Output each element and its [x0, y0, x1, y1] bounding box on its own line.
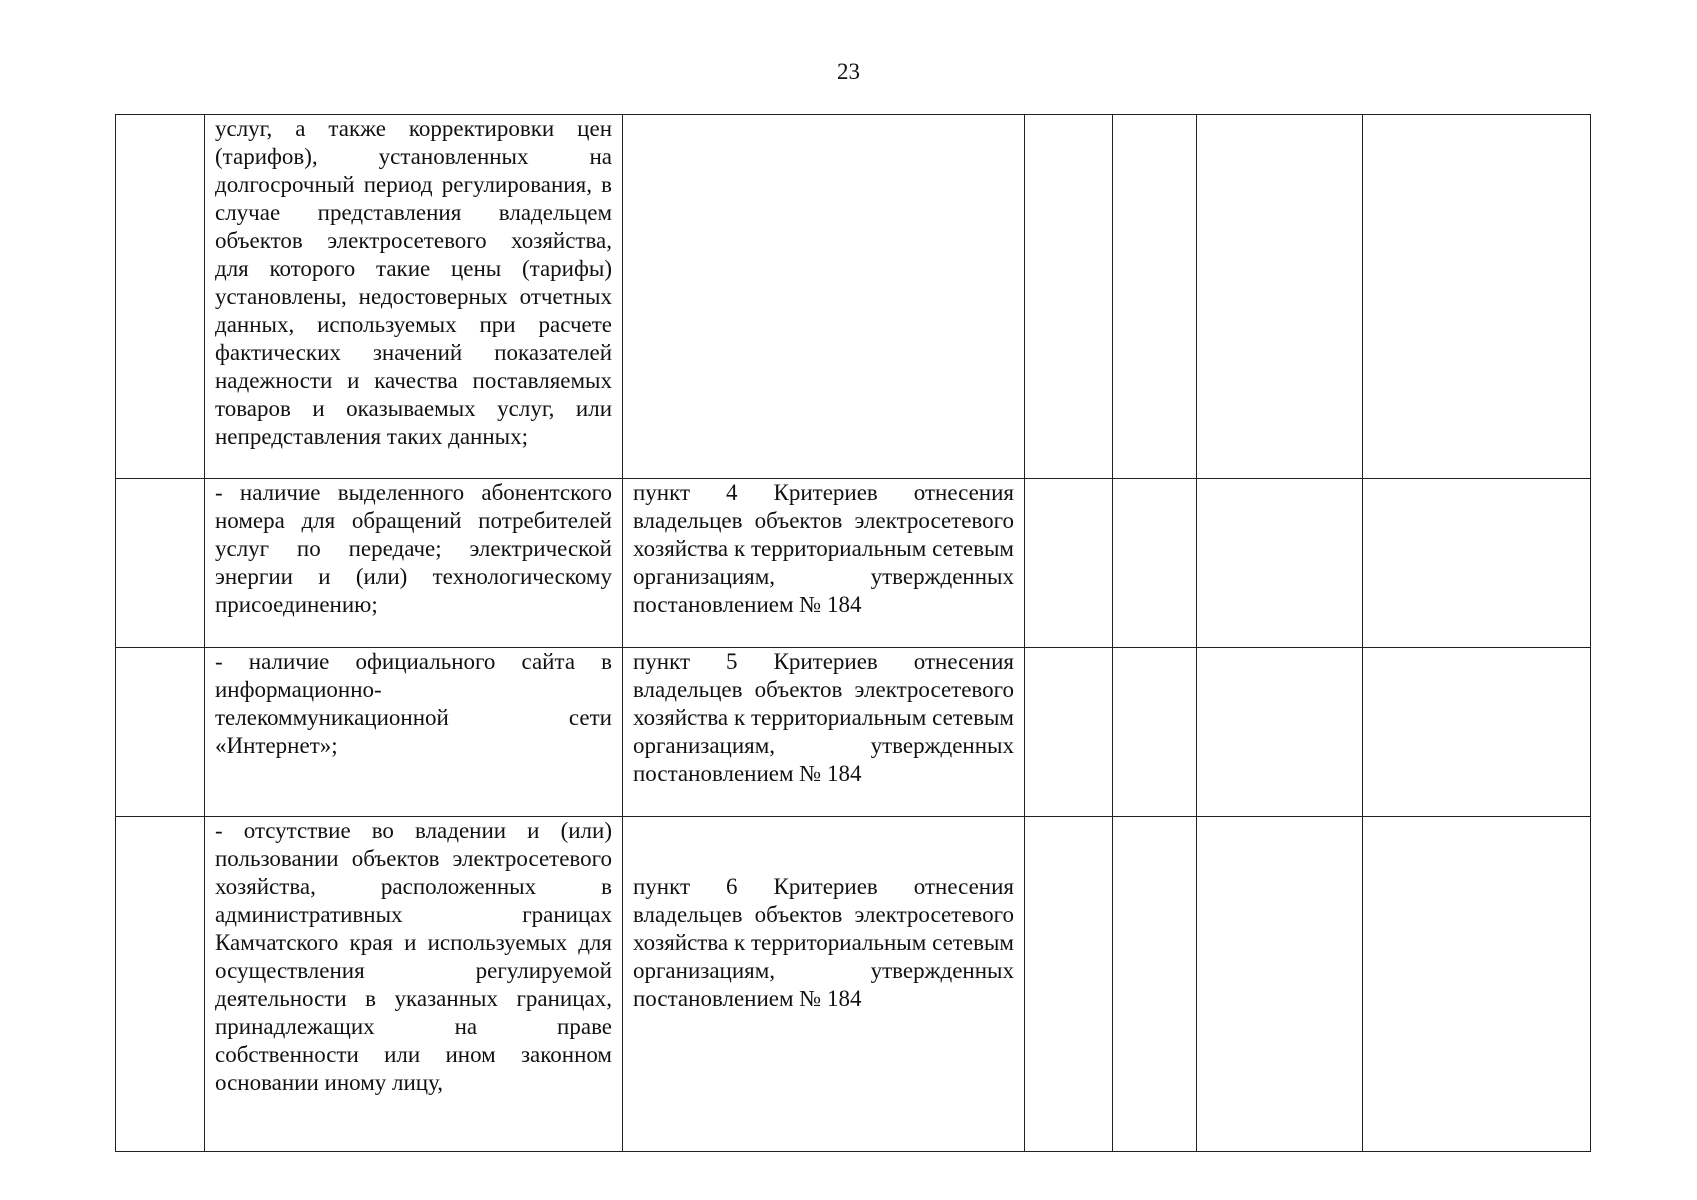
- table-row: [116, 817, 1591, 1152]
- table-row: [116, 115, 1591, 479]
- table-cell-criterion: [205, 115, 623, 479]
- reference-text: пункт 5 Критериев отнесения владельцев объектов электросетевого хозяйства к территориальным сетевым организациям, утвержденных постановлением № 184: [633, 649, 1014, 786]
- table-cell-empty: [1025, 817, 1113, 1152]
- criterion-text: услуг, а также корректировки цен (тарифов), установленных на долгосрочный период регулирования, в случае представления владельцем объектов электросетевого хозяйства, для которого такие цены (тарифы) установлены, недостоверных отчетных данных, используемых при расчете фактических значений показателей надежности и качества поставляемых товаров и оказываемых услуг, или непредставления таких данных;: [215, 116, 612, 449]
- table-cell-reference: [623, 479, 1025, 648]
- table-cell-empty: [1113, 115, 1197, 479]
- table-cell-number: [116, 817, 205, 1152]
- table-cell-empty: [1197, 115, 1363, 479]
- table-row: [116, 648, 1591, 817]
- page-number: 23: [837, 59, 860, 84]
- table-cell-reference: [623, 115, 1025, 479]
- table-cell-empty: [1113, 648, 1197, 817]
- table-cell-empty: [1113, 817, 1197, 1152]
- table-cell-number: [116, 479, 205, 648]
- criterion-text: - отсутствие во владении и (или) пользовании объектов электросетевого хозяйства, расположенных в административных границах Камчатского края и используемых для осуществления регулируемой деятельности в указанных границах, принадлежащих на праве собственности или ином законном основании иному лицу,: [215, 818, 612, 1095]
- table-cell-empty: [1197, 817, 1363, 1152]
- criterion-text: - наличие официального сайта в информационно-телекоммуникационной сети «Интернет»;: [215, 649, 612, 758]
- table-cell-empty: [1197, 648, 1363, 817]
- table-cell-empty: [1363, 648, 1591, 817]
- table-cell-number: [116, 115, 205, 479]
- table-cell-empty: [1025, 648, 1113, 817]
- table-cell-empty: [1197, 479, 1363, 648]
- table-cell-reference: [623, 648, 1025, 817]
- criterion-text: - наличие выделенного абонентского номера для обращений потребителей услуг по передаче; электрической энергии и (или) технологическому присоединению;: [215, 480, 612, 617]
- table-cell-empty: [1363, 115, 1591, 479]
- table-cell-empty: [1025, 479, 1113, 648]
- table-cell-criterion: [205, 817, 623, 1152]
- table-cell-empty: [1113, 479, 1197, 648]
- table-cell-empty: [1025, 115, 1113, 479]
- table-cell-empty: [1363, 479, 1591, 648]
- reference-text: пункт 4 Критериев отнесения владельцев объектов электросетевого хозяйства к территориальным сетевым организациям, утвержденных постановлением № 184: [633, 480, 1014, 617]
- reference-text: пункт 6 Критериев отнесения владельцев объектов электросетевого хозяйства к территориальным сетевым организациям, утвержденных постановлением № 184: [633, 874, 1014, 1011]
- table-cell-criterion: [205, 479, 623, 648]
- table-cell-empty: [1363, 817, 1591, 1152]
- table-cell-number: [116, 648, 205, 817]
- table-cell-reference: [623, 817, 1025, 1152]
- table-row: [116, 479, 1591, 648]
- criteria-table: [115, 114, 1591, 1152]
- table-cell-criterion: [205, 648, 623, 817]
